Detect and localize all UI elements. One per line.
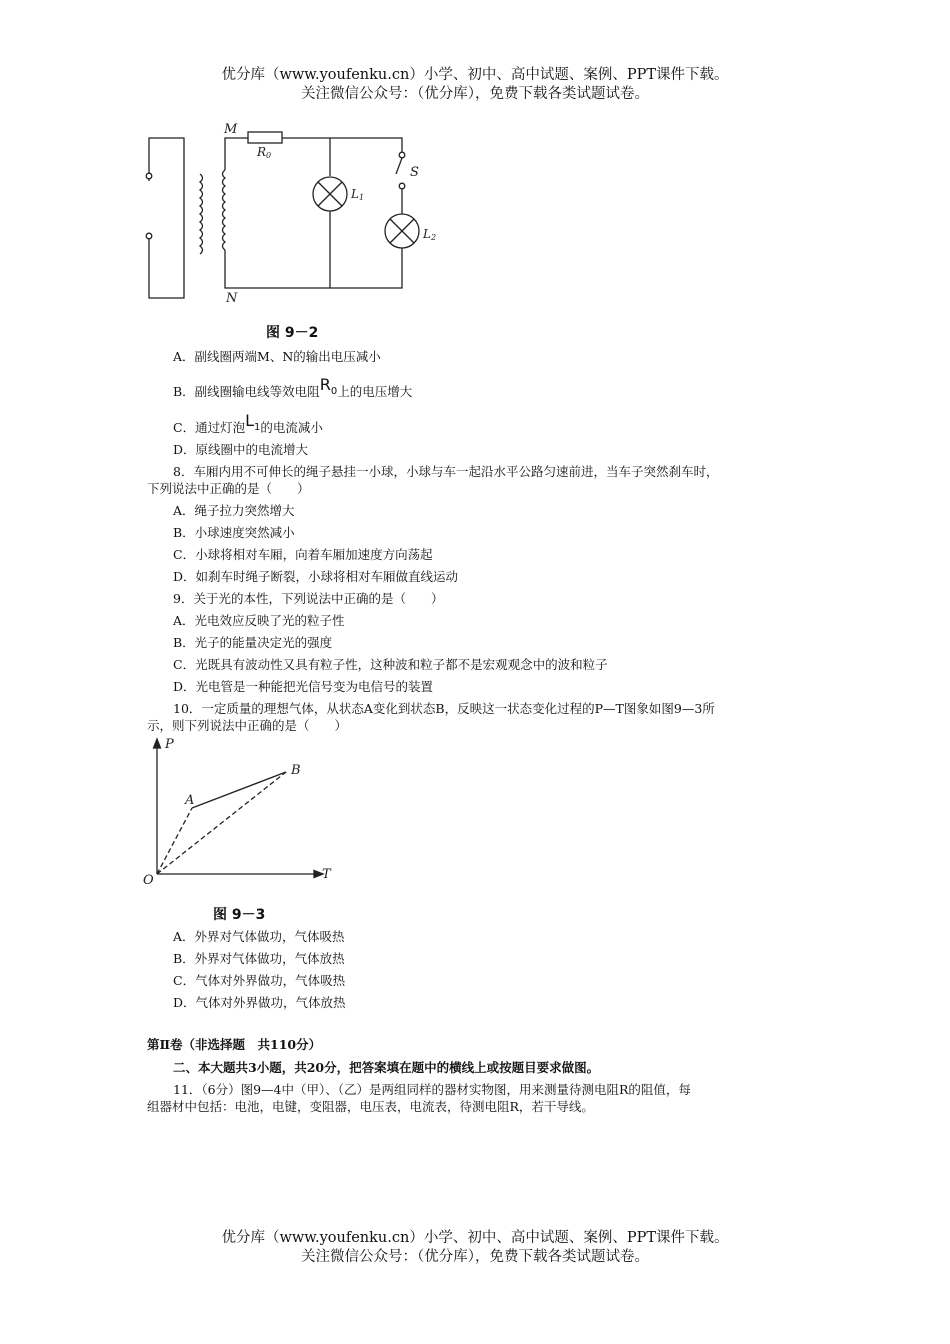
label-m: M [224,122,238,137]
part2-section-heading: 二、本大题共3小题，共20分，把答案填在题中的横线上或按题目要求做图。 [173,1060,600,1075]
label-n: N [226,291,238,306]
point-label-b: B [291,763,301,778]
footer-line-1: 优分库（www.youfenku.cn）小学、初中、高中试题、案例、PPT课件下载。 [221,1230,729,1246]
q8-option-a: A．绳子拉力突然增大 [173,503,295,518]
q10-stem-1: 10．一定质量的理想气体，从状态A变化到状态B，反映这一状态变化过程的P—T图象如图9—3所 [173,701,715,716]
figure-9-2-caption: 图 9－2 [266,325,319,341]
label-s: S [410,165,419,180]
header-line-2: 关注微信公众号：（优分库），免费下载各类试题试卷。 [301,86,649,102]
header-line-1: 优分库（www.youfenku.cn）小学、初中、高中试题、案例、PPT课件下载。 [221,67,729,83]
q8-stem-2: 下列说法中正确的是（ ） [147,481,310,496]
axis-label-t: T [322,867,331,882]
q9-option-b: B．光子的能量决定光的强度 [173,635,333,650]
origin-label: O [143,873,154,888]
q11-stem-2: 组器材中包括：电池，电键，变阻器，电压表，电流表，待测电阻R，若干导线。 [147,1099,594,1114]
q10-stem-2: 示，则下列说法中正确的是（ ） [147,718,348,733]
q8-option-d: D．如刹车时绳子断裂，小球将相对车厢做直线运动 [173,569,459,584]
q9-option-c: C．光既具有波动性又具有粒子性，这种波和粒子都不是宏观观念中的波和粒子 [173,657,608,672]
q10-option-b: B．外界对气体做功，气体放热 [173,951,345,966]
figure-9-3-caption: 图 9－3 [213,907,266,923]
q10-option-d: D．气体对外界做功，气体放热 [173,995,346,1010]
svg-text:L2 [422,227,436,242]
label-r0: R [257,145,267,159]
label-r0-sub: 0 [266,151,272,160]
svg-text:L1 [350,187,364,202]
label-l1: L [351,187,359,201]
q9-option-d: D．光电管是一种能把光信号变为电信号的装置 [173,679,434,694]
q7-option-c: C．通过灯泡$L_1$的电流减小 [173,411,323,435]
q8-stem-1: 8．车厢内用不可伸长的绳子悬挂一小球，小球与车一起沿水平公路匀速前进，当车子突然刹车时， [173,464,719,479]
figure-9-3-graph [140,736,340,888]
q10-option-c: C．气体对外界做功，气体吸热 [173,973,346,988]
label-l2-sub: 2 [430,233,437,242]
label-l2: L [423,227,431,241]
q9-option-a: A．光电效应反映了光的粒子性 [173,613,345,628]
part2-title: 第Ⅱ卷（非选择题 共110分） [147,1037,322,1052]
point-label-a: A [185,793,195,808]
label-l1-sub: 1 [358,193,365,202]
figure-9-2-circuit [140,118,440,310]
footer-line-2: 关注微信公众号：（优分库），免费下载各类试题试卷。 [301,1249,649,1265]
q7-option-a: A．副线圈两端M、N的输出电压减小 [173,349,381,364]
q7-option-d: D．原线圈中的电流增大 [173,442,309,457]
page-header [0,66,950,104]
q10-option-a: A．外界对气体做功，气体吸热 [173,929,345,944]
page-footer [0,1229,950,1267]
axis-label-p: P [165,737,174,752]
q8-option-b: B．小球速度突然减小 [173,525,295,540]
svg-text:R0 [256,145,271,160]
q9-stem: 9．关于光的本性，下列说法中正确的是（ ） [173,591,444,606]
q7-option-b: B．副线圈输电线等效电阻$R_0$上的电压增大 [173,375,413,399]
q8-option-c: C．小球将相对车厢，向着车厢加速度方向荡起 [173,547,433,562]
q11-stem-1: 11．（6分）图9—4中（甲）、（乙）是两组同样的器材实物图，用来测量待测电阻R的阻值，每 [173,1082,691,1097]
